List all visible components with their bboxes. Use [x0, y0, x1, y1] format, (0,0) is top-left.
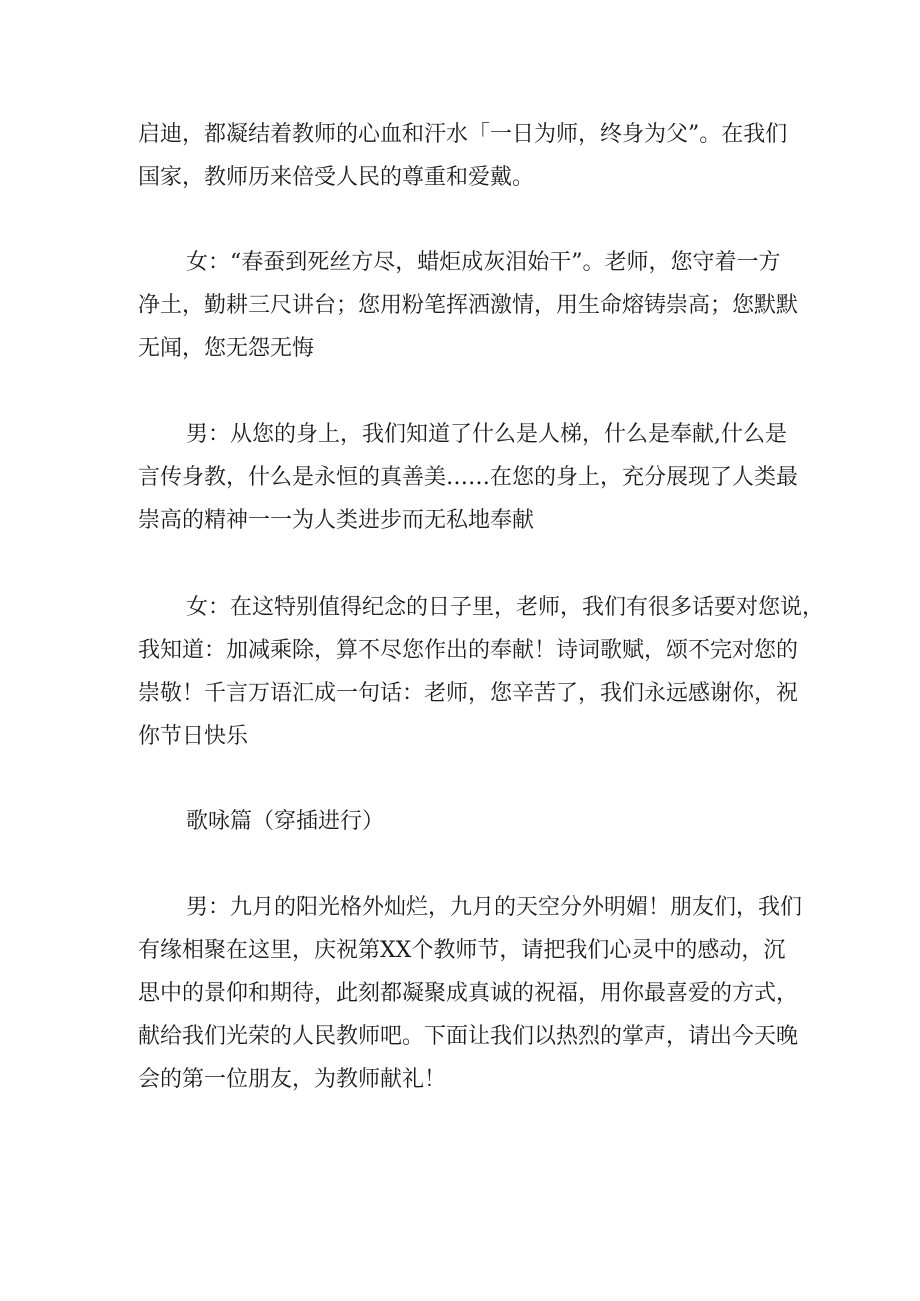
- paragraph-female-2: [138, 586, 825, 758]
- paragraph-line: 无闻，您无怨无悔: [138, 336, 315, 361]
- section-heading: [138, 800, 788, 843]
- paragraph-line: 我知道：加减乘除，算不尽您作出的奉献！诗词歌赋，颂不完对您的: [138, 638, 799, 663]
- paragraph-intro: [138, 113, 788, 199]
- paragraph-line: 崇敬！千言万语汇成一句话：老师，您辛苦了，我们永远感谢你，祝: [138, 681, 799, 706]
- paragraph-line: 思中的景仰和期待，此刻都凝聚成真诚的祝福，用你最喜爱的方式，: [138, 981, 799, 1006]
- paragraph-line: 女：“春蚕到死丝方尽，蜡炬成灰泪始干”。老师，您守着一方: [186, 250, 781, 275]
- paragraph-line: 会的第一位朋友，为教师献礼！: [138, 1067, 447, 1092]
- paragraph-male-1: [138, 413, 799, 542]
- paragraph-line: 国家，教师历来倍受人民的尊重和爱戴。: [138, 165, 535, 190]
- paragraph-line: 男：九月的阳光格外灿烂，九月的天空分外明媚！朋友们，我们: [186, 895, 803, 920]
- paragraph-line: 净土，勤耕三尺讲台；您用粉笔挥洒激情，用生命熔铸崇高；您默默: [138, 293, 799, 318]
- paragraph-line: 有缘相聚在这里，庆祝第XX个教师节，请把我们心灵中的感动，沉: [138, 938, 786, 963]
- paragraph-female-1: [138, 241, 799, 370]
- paragraph-line: 献给我们光荣的人民教师吧。下面让我们以热烈的掌声，请出今天晚: [138, 1024, 799, 1049]
- paragraph-line: 言传身教，什么是永恒的真善美……在您的身上，充分展现了人类最: [138, 465, 799, 490]
- paragraph-line: 启迪，都凝结着教师的心血和汗水「一日为师，终身为父”。在我们: [138, 122, 788, 147]
- paragraph-line: 男：从您的身上，我们知道了什么是人梯，什么是奉献,什么是: [186, 422, 787, 447]
- paragraph-line: 崇高的精神一一为人类进步而无私地奉献: [138, 508, 535, 533]
- section-heading-text: 歌咏篇（穿插进行）: [186, 809, 385, 834]
- paragraph-line: 女：在这特别值得纪念的日子里，老师，我们有很多话要对您说，: [186, 595, 825, 620]
- paragraph-male-2: [138, 886, 803, 1101]
- paragraph-line: 你节日快乐: [138, 724, 249, 749]
